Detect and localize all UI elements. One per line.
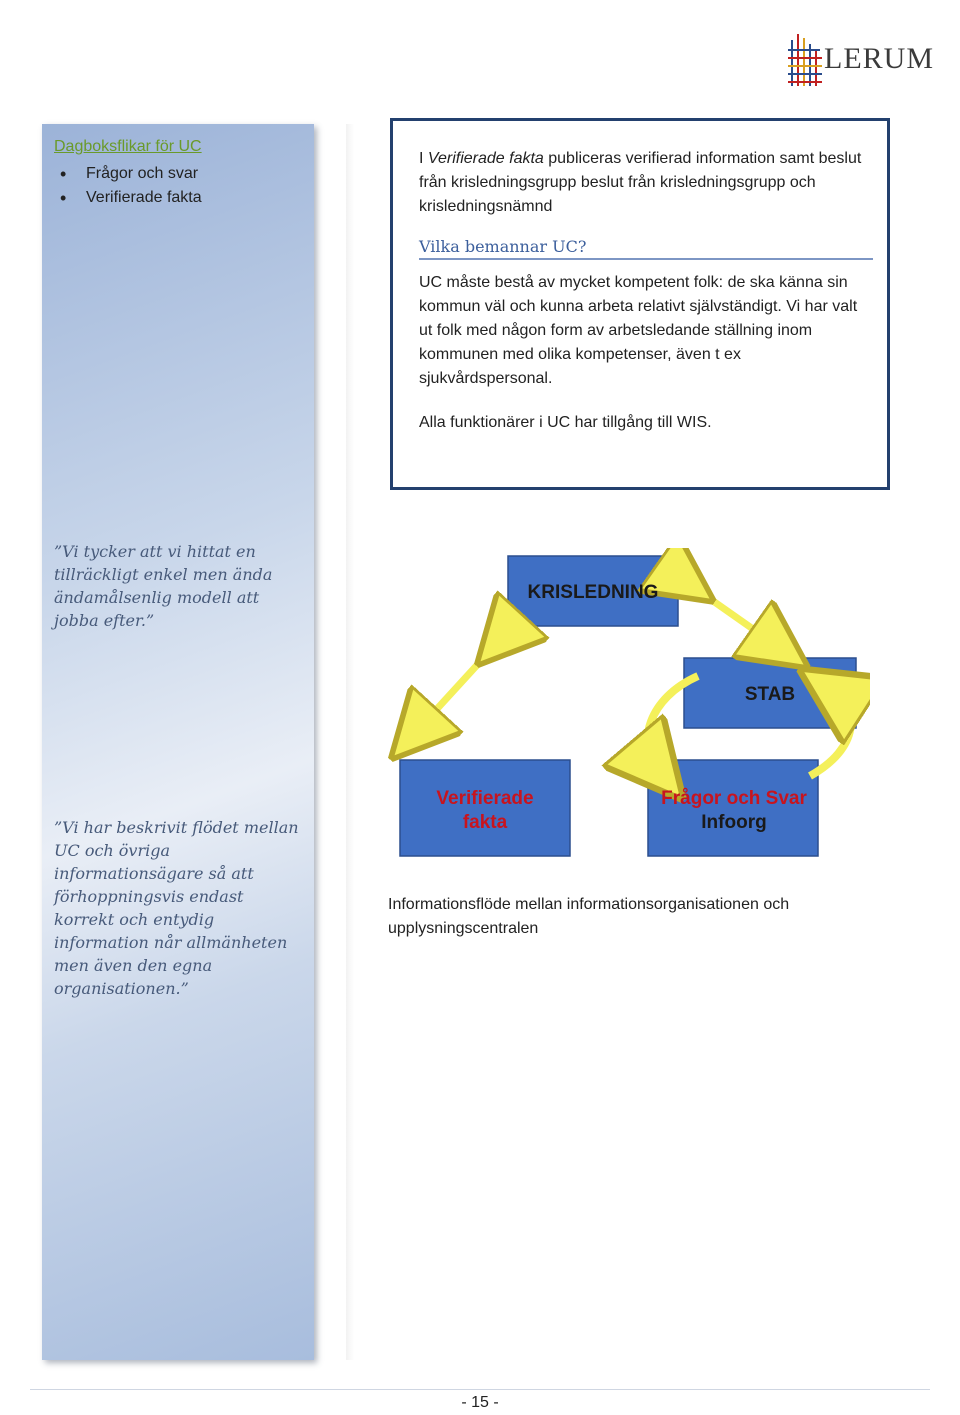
- info-paragraph-3: Alla funktionärer i UC har tillgång till WIS.: [419, 414, 712, 431]
- p1-prefix: I: [419, 150, 428, 167]
- double-arrow-right: [686, 582, 780, 648]
- fragor-label-1: Frågor och Svar: [661, 788, 807, 809]
- krisledning-label: KRISLEDNING: [527, 582, 659, 603]
- sidebar-heading: Dagboksflikar för UC: [54, 138, 202, 155]
- fragor-label-2: Infoorg: [701, 812, 767, 833]
- lerum-emblem-icon: [786, 30, 826, 90]
- footer-divider: [30, 1389, 930, 1390]
- sidebar-list: [54, 162, 202, 210]
- info-box: [390, 118, 890, 490]
- lerum-logo: [786, 30, 936, 90]
- double-arrow-left: [414, 640, 500, 734]
- sidebar-panel: [42, 124, 314, 1360]
- stab-label: STAB: [744, 684, 796, 705]
- info-paragraph-1: [419, 147, 869, 219]
- verifierade-label-2: fakta: [462, 812, 508, 833]
- sidebar-item-verifierade: • Verifierade fakta: [54, 186, 202, 210]
- section-heading: Vilka bemannar UC?: [419, 237, 873, 260]
- flow-diagram-svg: [380, 548, 870, 868]
- verifierade-label-1: Verifierade: [436, 788, 534, 809]
- page-number: - 15 -: [461, 1394, 499, 1411]
- diagram-caption: Informationsflöde mellan informationsorganisationen och upplysningscentralen: [388, 896, 790, 937]
- pull-quote-1: ”Vi tycker att vi hittat en tillräckligt enkel men ända ändamålsenlig modell att jobba efter.”: [54, 542, 273, 630]
- pull-quote-2: ”Vi har beskrivit flödet mellan UC och övriga informationsägare så att förhoppningsvis endast korrekt och entydig information når allmänheten men även den egna organisationen.”: [54, 818, 299, 998]
- sidebar-shadow-edge: [346, 124, 354, 1360]
- logo-text: LERUM: [824, 42, 934, 75]
- p1-emphasis: Verifierade fakta: [427, 150, 544, 167]
- flow-diagram: [380, 548, 870, 868]
- info-paragraph-2: UC måste bestå av mycket kompetent folk: de ska känna sin kommun väl och kunna arbeta relativt självständigt. Vi har valt ut folk med någon form av arbetsledande ställning inom kommunen med olika kompetenser, även t ex sjukvårdspersonal.: [419, 274, 858, 387]
- sidebar-item-fragor: • Frågor och svar: [54, 162, 202, 186]
- p1-rest: publiceras verifierad information samt beslut från krisledningsgrupp beslut från krisledningsgrupp och krisledningsnämnd: [419, 150, 862, 215]
